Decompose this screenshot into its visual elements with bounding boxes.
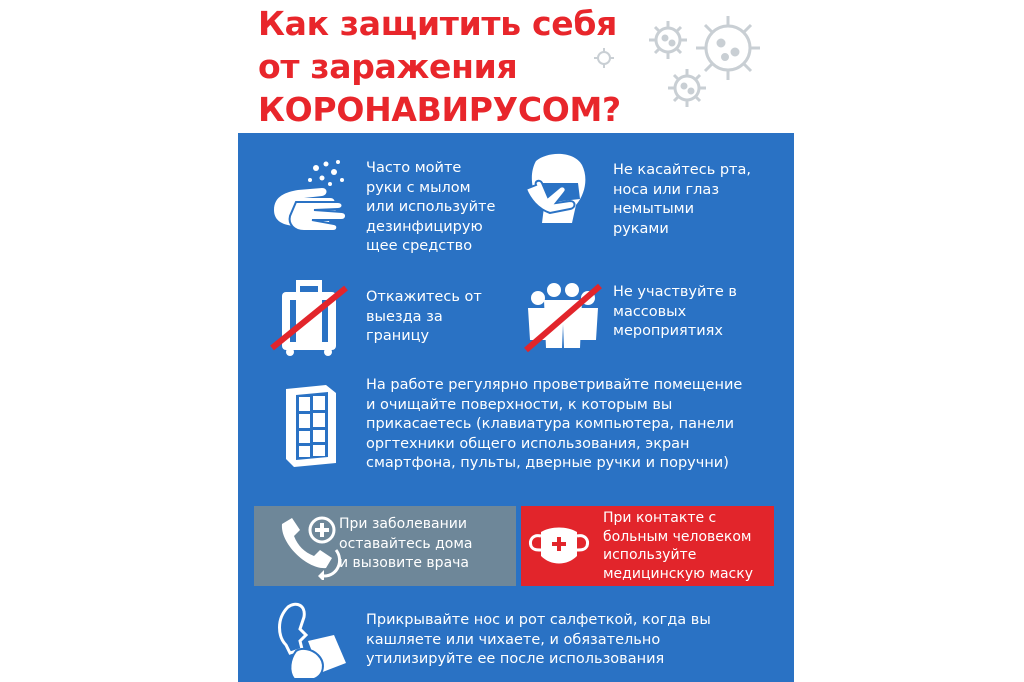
- medical-mask-icon: [527, 520, 591, 572]
- virus-icons: [590, 10, 780, 120]
- no-events-text: Не участвуйте в массовых мероприятиях: [613, 284, 737, 339]
- virus-icon: [696, 16, 760, 80]
- face-touch-icon: [520, 153, 600, 231]
- title-line-3: КОРОНАВИРУСОМ?: [258, 90, 621, 129]
- virus-icon: [649, 21, 687, 59]
- crowd-crossed-icon: [522, 278, 604, 356]
- stay-home-text: При заболевании оставайтесь дома и вызовите врача: [339, 516, 473, 571]
- phone-doctor-icon: [274, 514, 346, 580]
- stay-home-box: [254, 506, 516, 586]
- virus-icon: [594, 48, 614, 68]
- suitcase-crossed-icon: [268, 278, 350, 356]
- title-line-1: Как защитить себя: [258, 4, 617, 43]
- no-travel-text: Откажитесь от выезда за границу: [366, 289, 482, 344]
- advice-panel: [238, 133, 794, 682]
- window-icon: [282, 383, 340, 467]
- virus-icon: [668, 69, 706, 107]
- mask-text: При контакте с больным человеком используйте медицинскую маску: [603, 510, 753, 582]
- title-line-2: от заражения: [258, 47, 518, 86]
- tissue-text: Прикрывайте нос и рот салфеткой, когда вы кашляете или чихаете, и обязательно утилизируйте ее после использования: [366, 612, 711, 667]
- tissue-sneeze-icon: [268, 601, 354, 681]
- mask-box: [521, 506, 774, 586]
- wash-hands-text: Часто мойте руки с мылом или используйте дезинфицирую щее средство: [366, 160, 496, 254]
- hand-washing-icon: [268, 158, 358, 238]
- ventilate-text: На работе регулярно проветривайте помещение и очищайте поверхности, к которым вы прикасаетесь (клавиатура компьютера, панели оргтехники общего использования, экран смартфона, пульты, дверные ручки и поручни): [366, 377, 743, 471]
- dont-touch-text: Не касайтесь рта, носа или глаз немытыми руками: [613, 162, 751, 237]
